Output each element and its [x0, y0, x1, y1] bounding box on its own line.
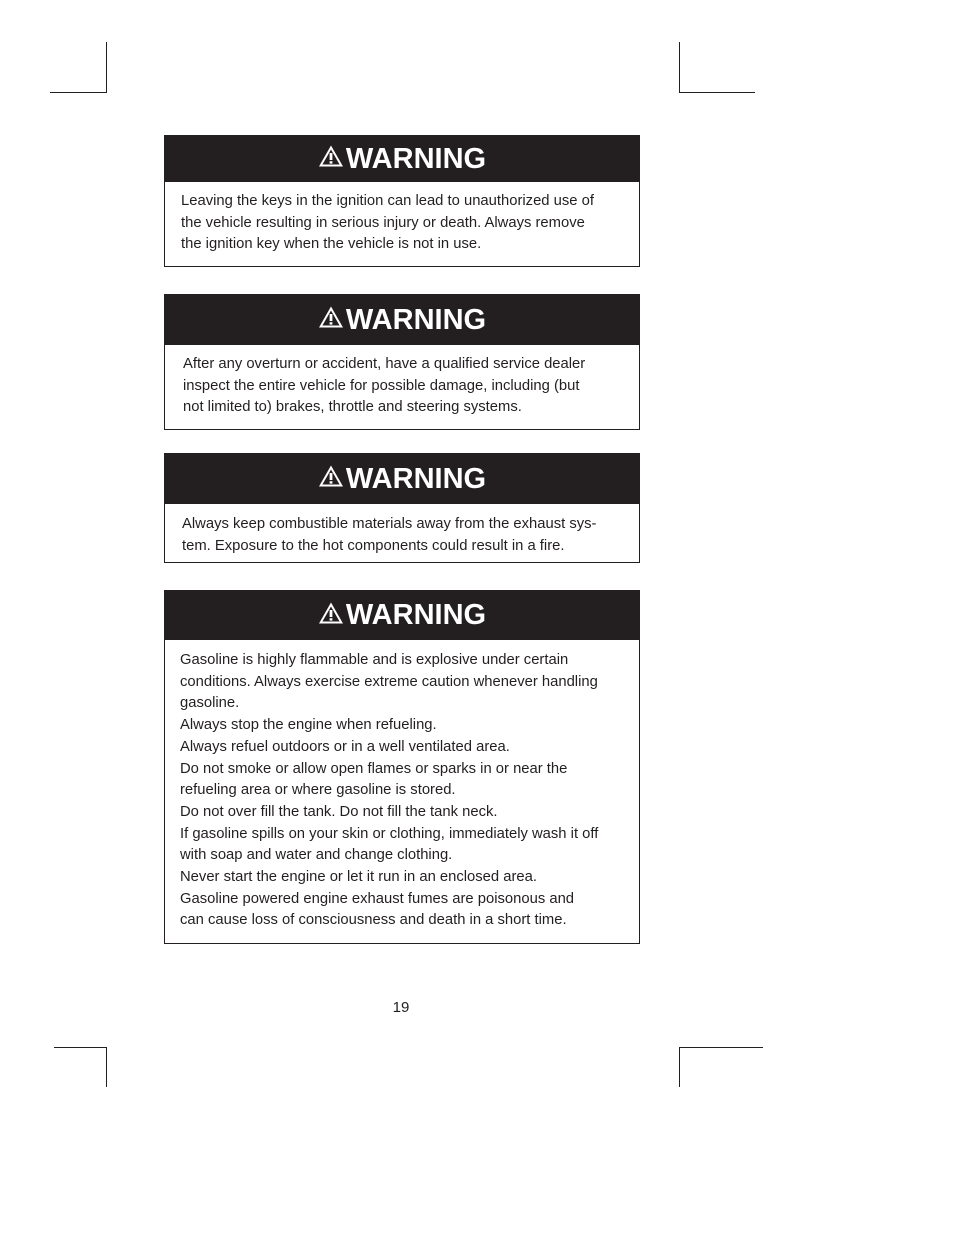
warning-heading: WARNING	[345, 303, 487, 336]
warning-line: Always keep combustible materials away from the exhaust sys-	[182, 516, 597, 532]
warning-box-exhaust	[164, 453, 640, 563]
crop-mark-top-right-vertical	[679, 42, 680, 93]
warning-triangle-icon	[318, 144, 344, 168]
warning-line: If gasoline spills on your skin or clothing, immediately wash it off	[180, 825, 599, 842]
warning-box-gasoline	[164, 590, 640, 944]
warning-line: conditions. Always exercise extreme caution whenever handling	[180, 673, 598, 690]
warning-line: After any overturn or accident, have a qualified service dealer	[183, 356, 586, 372]
crop-mark-bottom-left-horizontal	[54, 1047, 107, 1048]
warning-line: Always refuel outdoors or in a well ventilated area.	[180, 738, 510, 755]
warning-line: Gasoline is highly flammable and is explosive under certain	[180, 652, 569, 668]
warning-box-overturn	[164, 294, 640, 430]
warning-line: gasoline.	[180, 695, 240, 712]
warning-line: Do not over fill the tank. Do not fill the tank neck.	[180, 803, 498, 820]
warning-text	[165, 640, 639, 932]
warning-line: Leaving the keys in the ignition can lead to unauthorized use of	[181, 193, 594, 209]
crop-mark-top-left-vertical	[106, 42, 107, 93]
warning-header	[165, 136, 639, 182]
warning-line: Do not smoke or allow open flames or sparks in or near the	[180, 760, 568, 777]
warning-line: the ignition key when the vehicle is not in use.	[181, 236, 482, 253]
warning-triangle-icon	[318, 305, 344, 329]
warning-line: Never start the engine or let it run in an enclosed area.	[180, 869, 537, 886]
warning-text	[165, 345, 639, 419]
warning-line: the vehicle resulting in serious injury or death. Always remove	[181, 214, 585, 231]
warning-triangle-icon	[318, 464, 344, 488]
crop-mark-top-right-horizontal	[679, 92, 755, 93]
warning-box-ignition-keys	[164, 135, 640, 267]
warning-line: with soap and water and change clothing.	[180, 847, 453, 864]
warning-line: refueling area or where gasoline is stored.	[180, 782, 456, 799]
crop-mark-bottom-right-vertical	[679, 1047, 680, 1087]
page-number: 19	[392, 999, 410, 1016]
warning-line: inspect the entire vehicle for possible damage, including (but	[183, 377, 580, 394]
warning-line: not limited to) brakes, throttle and steering systems.	[183, 399, 522, 416]
warning-line: Always stop the engine when refueling.	[180, 717, 437, 734]
warning-header	[165, 454, 639, 504]
warning-triangle-icon	[318, 601, 344, 625]
crop-mark-bottom-right-horizontal	[679, 1047, 763, 1048]
crop-mark-top-left-horizontal	[50, 92, 107, 93]
warning-text	[165, 504, 639, 557]
crop-mark-bottom-left-vertical	[106, 1047, 107, 1087]
warning-line: Gasoline powered engine exhaust fumes are poisonous and	[180, 890, 575, 907]
warning-heading: WARNING	[345, 462, 487, 495]
warning-heading: WARNING	[345, 599, 487, 631]
warning-line: can cause loss of consciousness and death in a short time.	[180, 912, 567, 929]
warning-header	[165, 591, 639, 640]
warning-header	[165, 295, 639, 345]
warning-text	[165, 182, 639, 256]
warning-line: tem. Exposure to the hot components could result in a fire.	[182, 537, 565, 554]
warning-heading: WARNING	[345, 142, 487, 175]
